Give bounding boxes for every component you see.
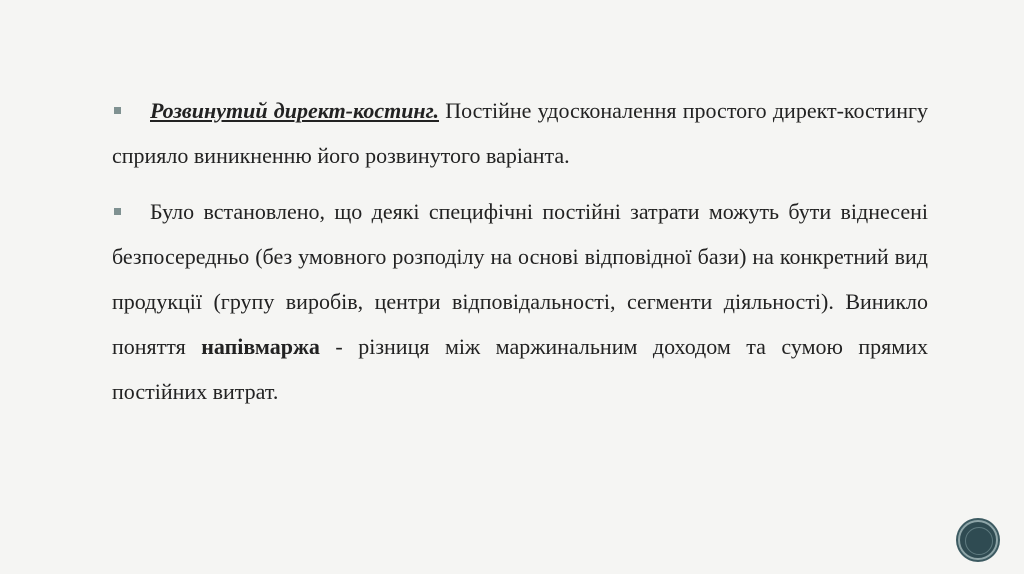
paragraph-text-after: - різниця між маржинальним доходом та сумою прямих постійних витрат. xyxy=(112,334,928,404)
paragraph-text: Постійне удосконалення простого директ-костингу сприяло виникненню його розвинутого варіанта. xyxy=(112,98,928,168)
term-semi-margin: напівмаржа xyxy=(201,334,320,359)
bullet-square-icon xyxy=(114,107,121,114)
paragraph-developed-direct-costing xyxy=(112,88,928,178)
term-developed-direct-costing: Розвинутий директ-костинг. xyxy=(150,98,439,123)
paragraph-semi-margin xyxy=(112,189,928,414)
slide-number-badge-icon xyxy=(958,520,998,560)
bullet-square-icon xyxy=(114,208,121,215)
slide-content xyxy=(112,88,928,425)
paragraph-text-before: Було встановлено, що деякі специфічні постійні затрати можуть бути віднесені безпосередньо (без умовного розподілу на основі відповідної бази) на конкретний вид продукції (групу виробів, центри відповідальності, сегменти діяльності). Виникло поняття xyxy=(112,199,928,359)
